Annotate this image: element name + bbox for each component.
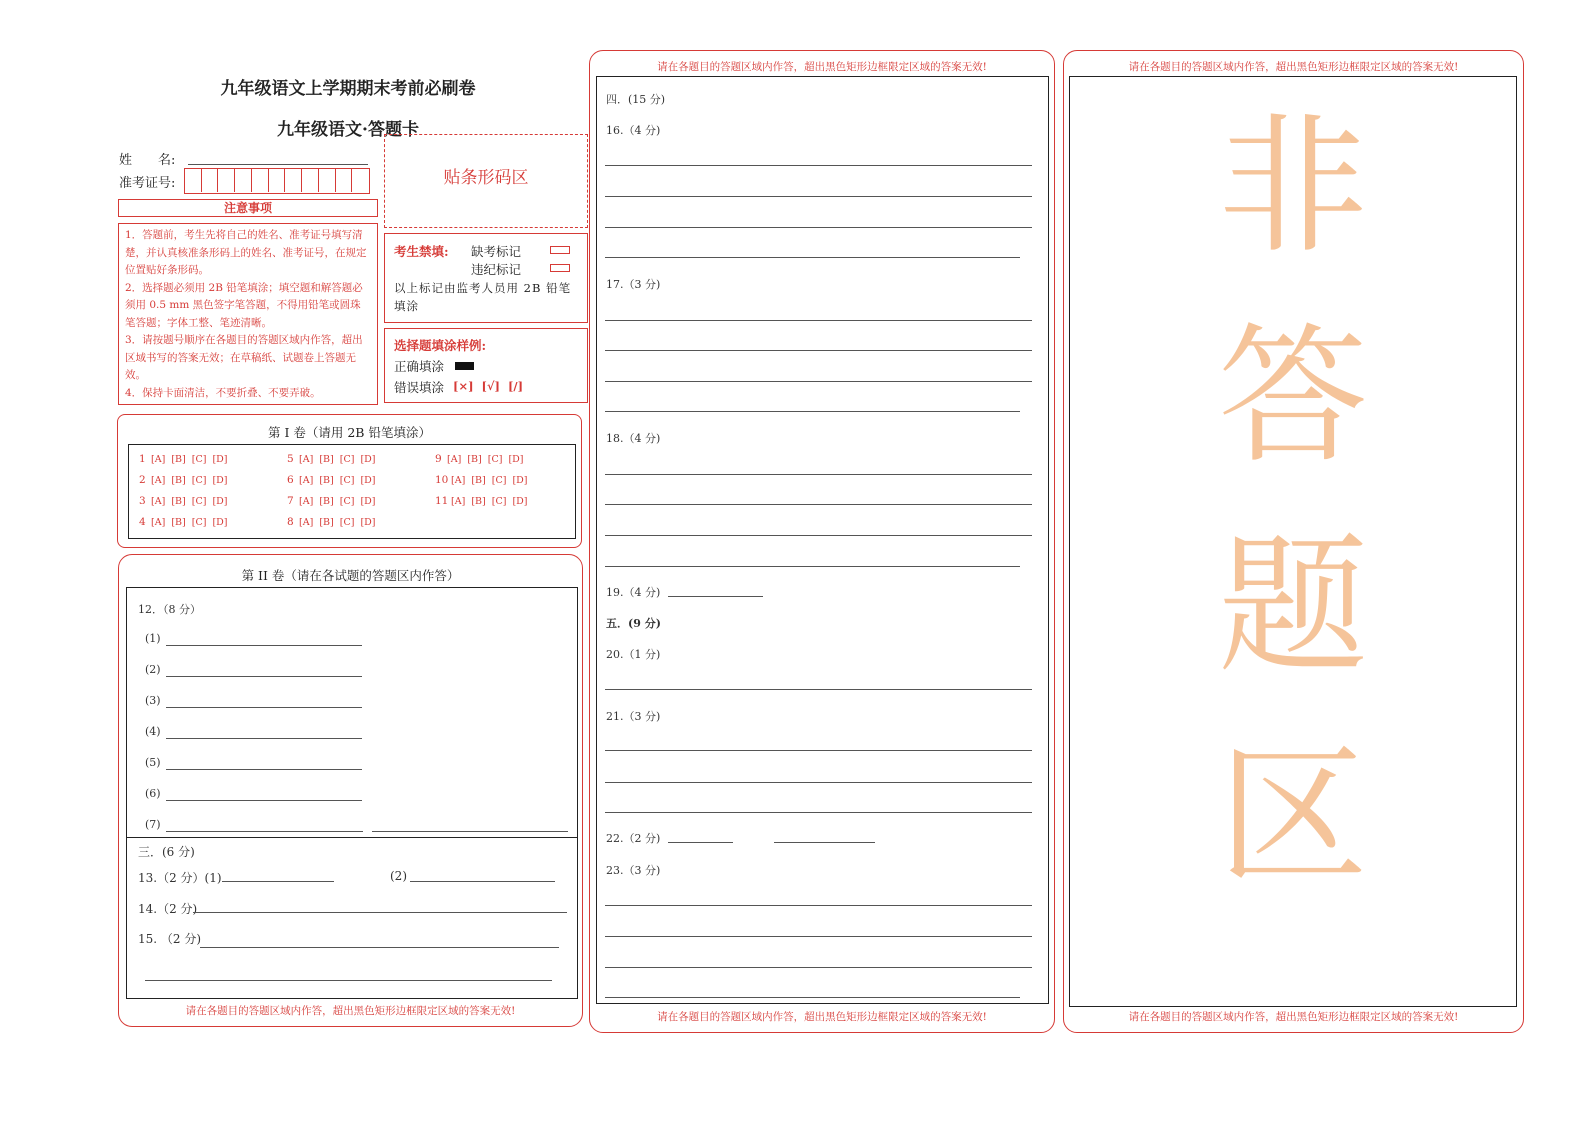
answer-line[interactable] (605, 905, 1032, 906)
choice-options[interactable]: [A] [B] [C] [D] (151, 517, 228, 528)
q23-label: 23.（3 分) (606, 864, 661, 877)
choice-options[interactable]: [A] [B] [C] [D] (299, 496, 376, 507)
q12-answer-line[interactable] (166, 800, 362, 801)
q13-2-answer-line[interactable] (410, 881, 555, 882)
answer-line[interactable] (605, 320, 1032, 321)
choice-question-9[interactable] (435, 453, 524, 465)
choice-question-2[interactable] (139, 474, 228, 486)
q17-label: 17.（3 分) (606, 278, 661, 291)
choice-question-6[interactable] (287, 474, 376, 486)
choice-number: 6 (287, 474, 294, 486)
q14-answer-line[interactable] (193, 912, 567, 913)
choice-question-10[interactable] (435, 474, 528, 486)
violation-mark[interactable] (550, 264, 570, 272)
notes-heading-box (118, 199, 378, 217)
forbidden-note: 以上标记由监考人员用 2B 铅笔填涂 (394, 281, 572, 313)
correct-fill-sample (455, 362, 474, 370)
wrong-label: 错误填涂 (394, 380, 445, 395)
answer-line[interactable] (605, 411, 1020, 412)
answer-line[interactable] (605, 812, 1032, 813)
q13-label: 13.（2 分）(1) (138, 871, 222, 885)
answer-line[interactable] (605, 689, 1032, 690)
note-item: 3．请按题号顺序在各题目的答题区域内作答，超出区域书写的答案无效；在草稿纸、试题卷上答题无效。 (125, 334, 363, 381)
q19-answer-line[interactable] (668, 596, 763, 597)
answer-line[interactable] (605, 936, 1032, 937)
absent-mark[interactable] (550, 246, 570, 254)
middle-answer-box (596, 76, 1049, 1004)
note-item: 4．保持卡面清洁，不要折叠、不要弄破。 (125, 386, 321, 399)
non-answer-area (1069, 76, 1517, 1007)
name-field[interactable] (188, 164, 368, 165)
sec5-label: 五．(9 分) (606, 617, 661, 630)
q12-answer-line-2[interactable] (372, 831, 568, 832)
choice-question-11[interactable] (435, 495, 528, 507)
forbidden-heading: 考生禁填: (394, 244, 449, 259)
answer-line[interactable] (605, 257, 1020, 258)
answer-line[interactable] (605, 227, 1032, 228)
choice-question-4[interactable] (139, 516, 228, 528)
answer-line[interactable] (605, 350, 1032, 351)
choice-number: 1 (139, 453, 146, 465)
ticket-number-grid[interactable] (184, 168, 370, 194)
choice-question-5[interactable] (287, 453, 376, 465)
q22-label: 22.（2 分) (606, 832, 661, 845)
sample-box (384, 328, 588, 403)
q20-label: 20.（1 分) (606, 648, 661, 661)
choice-number: 10 (435, 474, 449, 486)
right-top-warning: 请在各题目的答题区域内作答，超出黑色矩形边框限定区域的答案无效! (1128, 61, 1459, 73)
choice-number: 11 (435, 495, 449, 507)
q12-sub-label: (4) (145, 725, 161, 738)
q14-label: 14.（2 分) (138, 902, 198, 916)
non-answer-char: 非 (1217, 100, 1368, 274)
choice-question-8[interactable] (287, 516, 376, 528)
choice-options[interactable]: [A] [B] [C] [D] (151, 496, 228, 507)
answer-line[interactable] (605, 535, 1032, 536)
choice-options[interactable]: [A] [B] [C] [D] (447, 454, 524, 465)
choice-question-7[interactable] (287, 495, 376, 507)
page-title: 九年级语文上学期期末考前必刷卷 (220, 79, 476, 99)
wrong-marks: [×] [√] [/] (453, 379, 524, 393)
barcode-label: 贴条形码区 (443, 168, 529, 188)
q12-answer-line[interactable] (166, 676, 362, 677)
note-item: 2．选择题必须用 2B 铅笔填涂；填空题和解答题必须用 0.5 mm 黑色签字笔答题，不得用铅笔或圆珠笔答题；字体工整、笔迹清晰。 (125, 281, 363, 329)
notes-heading: 注意事项 (223, 201, 272, 215)
forbidden-box (384, 233, 588, 323)
answer-line[interactable] (605, 997, 1020, 998)
answer-line[interactable] (605, 750, 1032, 751)
part2-divider (127, 837, 577, 838)
choice-number: 4 (139, 516, 146, 528)
choice-number: 9 (435, 453, 442, 465)
q12-sub-label: (3) (145, 694, 161, 707)
choice-options[interactable]: [A] [B] [C] [D] (151, 454, 228, 465)
correct-label: 正确填涂 (394, 359, 445, 374)
q12-answer-line[interactable] (166, 769, 362, 770)
answer-line[interactable] (605, 504, 1032, 505)
answer-line[interactable] (605, 474, 1032, 475)
page-subtitle: 九年级语文·答题卡 (277, 120, 419, 140)
notes-box (118, 223, 378, 405)
q13-2-label: (2) (390, 869, 407, 883)
left-warning: 请在各题目的答题区域内作答，超出黑色矩形边框限定区域的答案无效! (185, 1005, 516, 1017)
q15-answer-line-2[interactable] (145, 980, 552, 981)
q12-sub-label: (5) (145, 756, 161, 769)
non-answer-char: 题 (1217, 520, 1368, 694)
choice-options[interactable]: [A] [B] [C] [D] (299, 475, 376, 486)
q22-answer-line-1[interactable] (668, 842, 733, 843)
right-bottom-warning: 请在各题目的答题区域内作答，超出黑色矩形边框限定区域的答案无效! (1128, 1011, 1459, 1023)
ticket-label: 准考证号: (119, 176, 176, 191)
q19-label: 19.（4 分) (606, 586, 661, 599)
violation-label: 违纪标记 (471, 262, 522, 277)
sample-heading: 选择题填涂样例: (394, 338, 487, 353)
choice-number: 8 (287, 516, 294, 528)
answer-line[interactable] (605, 165, 1032, 166)
choice-number: 5 (287, 453, 294, 465)
q18-label: 18.（4 分) (606, 432, 661, 445)
choice-options[interactable]: [A] [B] [C] [D] (299, 517, 376, 528)
non-answer-char: 答 (1217, 310, 1368, 484)
q12-sub-label: (7) (145, 818, 161, 831)
name-label: 姓 名: (119, 153, 176, 168)
choice-options[interactable]: [A] [B] [C] [D] (451, 475, 528, 486)
q16-label: 16.（4 分) (606, 124, 661, 137)
middle-bottom-warning: 请在各题目的答题区域内作答，超出黑色矩形边框限定区域的答案无效! (657, 1011, 987, 1023)
barcode-area (384, 134, 588, 228)
answer-line[interactable] (605, 381, 1032, 382)
q15-label: 15. （2 分) (138, 932, 202, 946)
part1-title: 第 I 卷（请用 2B 铅笔填涂） (268, 425, 431, 440)
q12-answer-line[interactable] (166, 707, 362, 708)
sec3-label: 三．(6 分) (138, 845, 195, 859)
non-answer-char: 区 (1217, 730, 1368, 904)
q21-label: 21.（3 分) (606, 710, 661, 723)
choice-options[interactable]: [A] [B] [C] [D] (451, 496, 528, 507)
middle-top-warning: 请在各题目的答题区域内作答，超出黑色矩形边框限定区域的答案无效! (657, 61, 987, 73)
answer-line[interactable] (605, 566, 1020, 567)
part2-title: 第 II 卷（请在各试题的答题区内作答） (241, 568, 460, 583)
q12-label: 12．（8 分） (138, 603, 201, 616)
q12-sub-label: (2) (145, 663, 161, 676)
q22-answer-line-2[interactable] (774, 842, 875, 843)
choice-number: 3 (139, 495, 146, 507)
choice-number: 2 (139, 474, 146, 486)
q13-1-answer-line[interactable] (222, 881, 334, 882)
q15-answer-line[interactable] (200, 947, 559, 948)
note-item: 1．答题前，考生先将自己的姓名、准考证号填写清楚，并认真核准条形码上的姓名、准考证号，在规定位置贴好条形码。 (125, 229, 367, 276)
choice-number: 7 (287, 495, 294, 507)
answer-line[interactable] (605, 782, 1032, 783)
q12-sub-label: (1) (145, 632, 161, 645)
absent-label: 缺考标记 (471, 244, 522, 259)
choice-question-3[interactable] (139, 495, 228, 507)
q12-answer-line[interactable] (166, 645, 362, 646)
q12-answer-line[interactable] (166, 738, 362, 739)
choice-options[interactable]: [A] [B] [C] [D] (299, 454, 376, 465)
q12-answer-line[interactable] (166, 831, 363, 832)
answer-line[interactable] (605, 196, 1032, 197)
q12-sub-label: (6) (145, 787, 161, 800)
choice-options[interactable]: [A] [B] [C] [D] (151, 475, 228, 486)
answer-line[interactable] (605, 967, 1032, 968)
sec4-label: 四．(15 分) (606, 93, 666, 106)
choice-question-1[interactable] (139, 453, 228, 465)
